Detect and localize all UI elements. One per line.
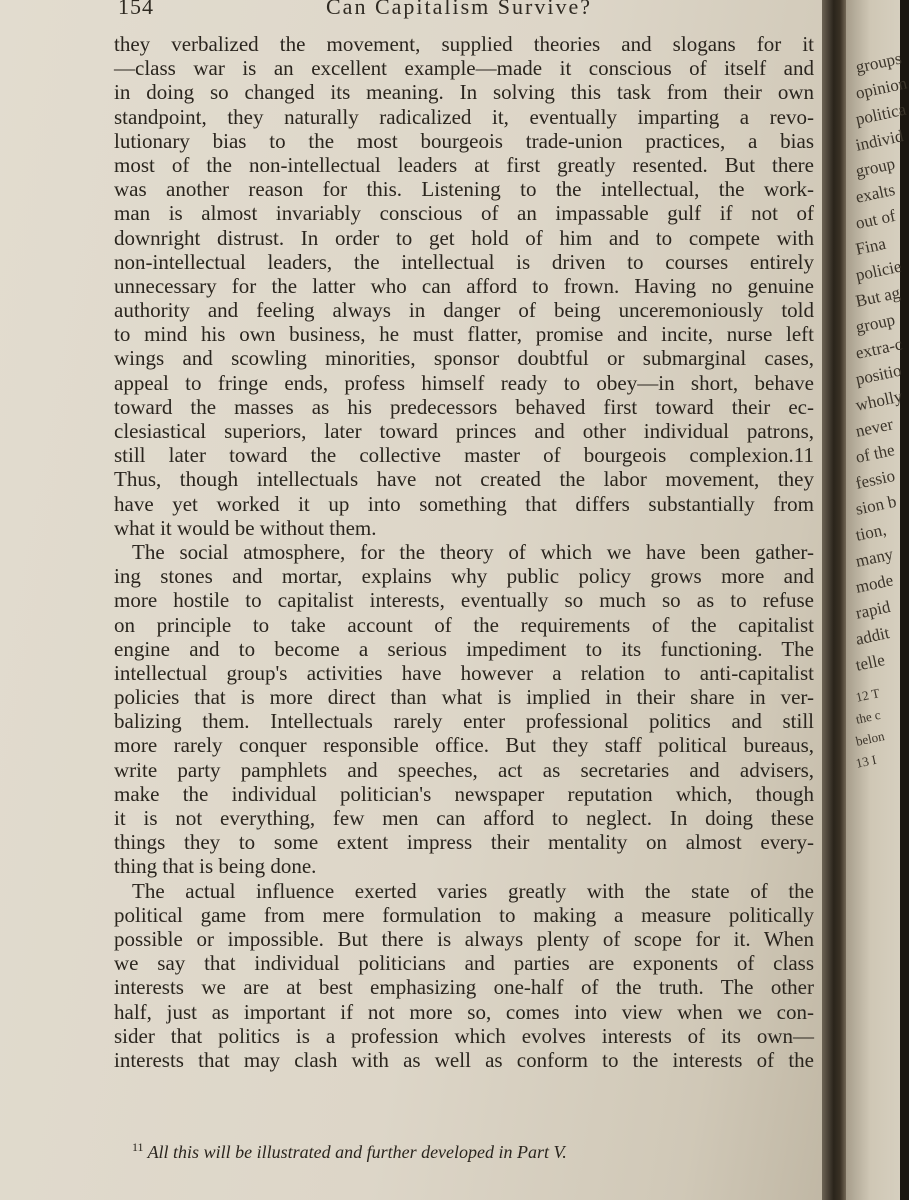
text-line: to mind his own business, he must flatter, promise and incite, nurse left <box>114 322 814 347</box>
text-line: on principle to take account of the requirements of the capitalist <box>114 612 814 637</box>
text-line: appeal to fringe ends, profess himself ready to obey—in short, behave <box>114 370 814 395</box>
text-line: thing that is being done. <box>114 854 317 879</box>
right-page-fragment: of the <box>853 440 897 467</box>
text-line: ing stones and mortar, explains why public policy grows more and <box>114 564 814 589</box>
right-page-fragment: groups <box>853 48 904 77</box>
right-page-fragment: sion b <box>853 491 899 519</box>
text-line: we say that individual politicians and parties are exponents of class <box>114 951 814 976</box>
right-page-fragment: group <box>853 153 897 181</box>
text-line: intellectual group's activities have however a relation to anti-capitalist <box>114 660 814 685</box>
book-gutter <box>822 0 848 1200</box>
right-page-fragment: Fina <box>853 233 888 259</box>
text-line: The actual influence exerted varies greatly with the state of the <box>132 878 814 903</box>
book-page-right-edge <box>846 0 909 1200</box>
text-line: interests we are at best emphasizing one-half of the truth. The other <box>114 975 814 1000</box>
right-page-fragment: policie <box>853 256 904 285</box>
text-line: man is almost invariably conscious of an impassable gulf if not of <box>114 201 814 226</box>
right-page-fragment: politica <box>853 99 908 129</box>
text-line: sider that politics is a profession which evolves interests of its own— <box>114 1023 814 1048</box>
right-page-fragment: addit <box>853 623 892 649</box>
right-page-fragment: many <box>853 544 895 571</box>
right-page-fragment: group <box>853 309 897 337</box>
text-line: unnecessary for the latter who can afford to frown. Having no genuine <box>114 273 814 298</box>
text-line: interests that may clash with as well as conform to the interests of the <box>114 1047 814 1072</box>
text-line: downright distrust. In order to get hold of him and to compete with <box>114 225 814 250</box>
right-page-fragment: out of <box>853 205 898 233</box>
right-page-fragment: extra-c <box>853 334 905 363</box>
text-line: half, just as important if not more so, comes into view when we con- <box>114 999 814 1024</box>
right-page-fragment: opinion <box>853 73 909 103</box>
text-line: what it would be without them. <box>114 515 377 540</box>
text-line: still later toward the collective master of bourgeois complexion.11 <box>114 443 814 468</box>
text-line: clesiastical superiors, later toward princes and other individual patrons, <box>114 419 814 443</box>
right-page-fragment: mode <box>853 570 895 597</box>
text-line: policies that is more direct than what is implied in their share in ver- <box>114 685 814 710</box>
right-page-fragment: 13 I <box>854 751 878 771</box>
right-page-fragment: never <box>853 414 895 441</box>
right-page-fragment: belon <box>854 728 886 749</box>
right-page-fragment: telle <box>853 650 887 675</box>
text-line: they verbalized the movement, supplied theories and slogans for it <box>114 32 814 56</box>
text-line: wings and scowling minorities, sponsor doubtful or submarginal cases, <box>114 346 814 371</box>
text-line: engine and to become a serious impediment to its functioning. The <box>114 636 814 661</box>
text-line: balizing them. Intellectuals rarely enter professional politics and still <box>114 709 814 734</box>
right-page-fragment: tion, <box>853 519 888 545</box>
footnote <box>132 1140 792 1163</box>
right-page-fragment: exalts <box>853 179 897 207</box>
right-page-fragment: wholly <box>853 386 905 415</box>
text-line: more hostile to capitalist interests, eventually so much so as to refuse <box>114 588 814 613</box>
text-line: political game from mere formulation to making a measure politically <box>114 902 814 927</box>
running-header <box>118 0 818 22</box>
text-line: in doing so changed its meaning. In solving this task from their own <box>114 80 814 105</box>
text-line: authority and feeling always in danger of being unceremoniously told <box>114 298 814 323</box>
text-line: was another reason for this. Listening to the intellectual, the work- <box>114 177 814 202</box>
text-line: possible or impossible. But there is always plenty of scope for it. When <box>114 926 814 951</box>
right-page-fragment: fessio <box>853 465 897 493</box>
text-line: —class war is an excellent example—made it conscious of itself and <box>114 56 814 81</box>
text-line: toward the masses as his predecessors behaved first toward their ec- <box>114 394 814 419</box>
text-line: write party pamphlets and speeches, act as secretaries and advisers, <box>114 757 814 782</box>
text-line: make the individual politician's newspaper reputation which, though <box>114 781 814 806</box>
footnote-text: All this will be illustrated and further developed in Part V. <box>147 1142 567 1162</box>
right-page-fragment: But ag <box>853 282 902 311</box>
right-page-fragment: 12 T <box>854 685 881 705</box>
running-title: Can Capitalism Survive? <box>326 0 592 19</box>
text-line: things they to some extent impress their mentality on almost every- <box>114 830 814 855</box>
text-line: The social atmosphere, for the theory of which we have been gather- <box>132 539 814 564</box>
text-line: most of the non-intellectual leaders at first greatly resented. But there <box>114 152 814 177</box>
text-line: non-intellectual leaders, the intellectual is driven to courses entirely <box>114 249 814 274</box>
right-page-fragment: rapid <box>853 596 893 623</box>
text-line: Thus, though intellectuals have not created the labor movement, they <box>114 467 814 492</box>
body-text <box>114 32 814 1072</box>
right-page-fragment: individ <box>853 126 905 155</box>
footnote-mark: 11 <box>132 1140 144 1154</box>
text-line: standpoint, they naturally radicalized it, eventually imparting a revo- <box>114 104 814 129</box>
text-line: it is not everything, few men can afford to neglect. In doing these <box>114 806 814 830</box>
text-line: more rarely conquer responsible office. But they staff political bureaus, <box>114 733 814 758</box>
right-page-fragment: positio <box>853 360 904 389</box>
right-page-fragment: the c <box>854 706 882 727</box>
text-line: lutionary bias to the most bourgeois trade-union practices, a bias <box>114 128 814 153</box>
page-number: 154 <box>118 0 154 19</box>
text-line: have yet worked it up into something that differs substantially from <box>114 491 814 516</box>
